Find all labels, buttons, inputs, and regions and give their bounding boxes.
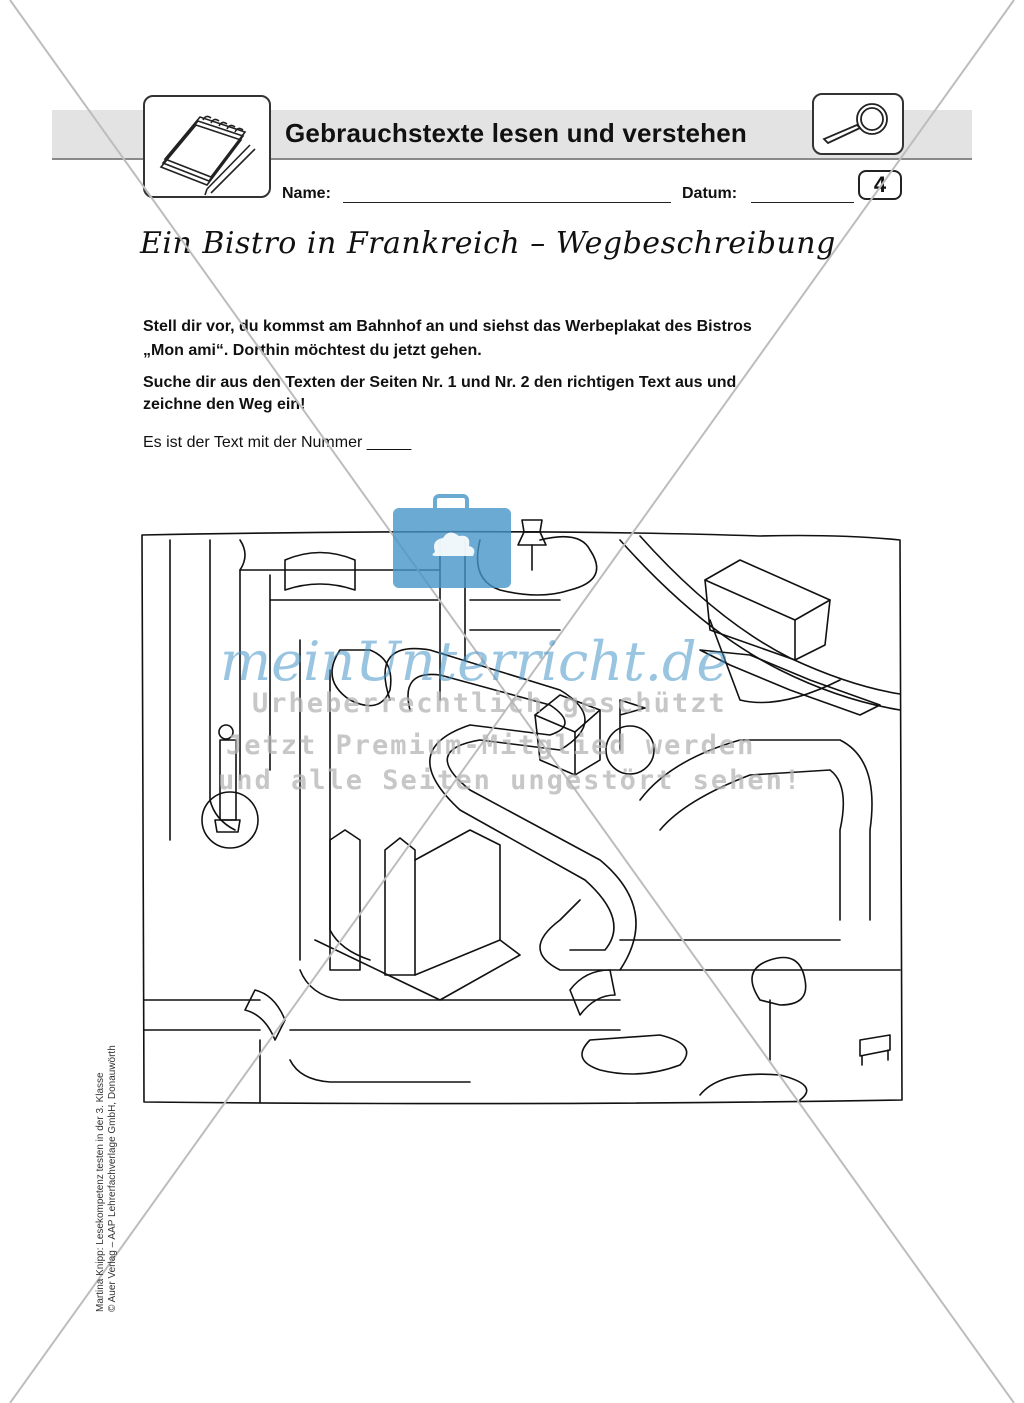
credit-line2: © Auer Verlag – AAP Lehrerfachverlage GmbH, Donauwörth <box>107 1045 118 1312</box>
page-title: Gebrauchstexte lesen und verstehen <box>285 118 747 148</box>
instruction-p2-line1: Suche dir aus den Texten der Seiten Nr. 1 und Nr. 2 den richtigen Text aus und <box>143 374 737 391</box>
name-label: Name: <box>282 185 331 202</box>
instruction-p2-line2: zeichne den Weg ein! <box>143 396 306 413</box>
watermark-line2: Jetzt Premium-Mitglied werden <box>226 730 756 761</box>
publisher-credit <box>95 1045 119 1312</box>
page-number-badge: 4 <box>858 170 902 200</box>
worksheet-subtitle: Ein Bistro in Frankreich – Wegbeschreibung <box>140 226 836 261</box>
watermark-line1: Urheberrechtlich geschützt <box>252 688 727 719</box>
answer-blank[interactable]: _____ <box>366 434 412 451</box>
credit-line1: Martina Knipp: Lesekompetenz testen in der 3. Klasse <box>95 1072 106 1312</box>
date-label: Datum: <box>682 185 738 202</box>
answer-label: Es ist der Text mit der Nummer <box>143 434 363 451</box>
cloud-icon <box>393 508 511 588</box>
instruction-p1-line2: „Mon ami“. Dorthin möchtest du jetzt gehen. <box>143 342 482 359</box>
watermark-briefcase-icon <box>393 508 511 588</box>
instruction-p1-line1: Stell dir vor, du kommst am Bahnhof an und siehst das Werbeplakat des Bistros <box>143 318 752 335</box>
watermark-line3: und alle Seiten ungestört sehen! <box>218 765 803 796</box>
watermark-logo: meinUnterricht.de <box>220 630 729 693</box>
